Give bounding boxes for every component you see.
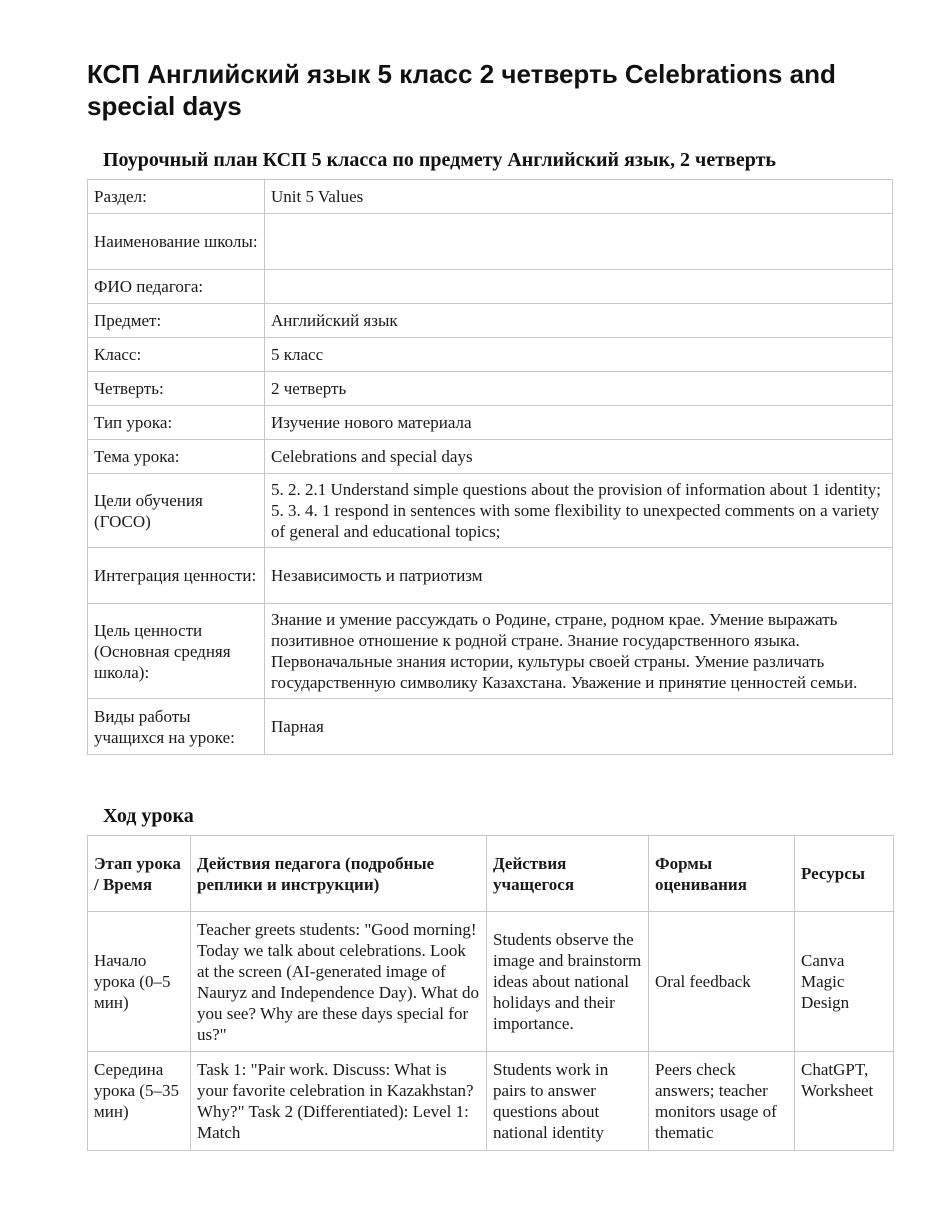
info-label: Интеграция ценности:: [88, 548, 265, 604]
info-label: Тема урока:: [88, 440, 265, 474]
assessment-cell: Oral feedback: [649, 912, 795, 1052]
info-label: Цели обучения (ГОСО): [88, 474, 265, 548]
info-row-objectives: [88, 474, 893, 548]
info-label: Тип урока:: [88, 406, 265, 440]
lesson-course-table: [87, 835, 894, 1151]
stage-cell: [88, 1052, 191, 1151]
info-value: [265, 214, 893, 270]
info-label: Наименование школы:: [88, 214, 265, 270]
info-row-section: [88, 180, 893, 214]
info-row-grade: [88, 338, 893, 372]
resources-cell: Canva Magic Design: [795, 912, 894, 1052]
info-value: Парная: [265, 699, 893, 755]
page-title: КСП Английский язык 5 класс 2 четверть Celebrations and special days: [87, 59, 836, 121]
teacher-cell: Teacher greets students: "Good morning! Today we talk about celebrations. Look at the screen (AI-generated image of Nauryz and Independence Day). What do you see? Why are these days special for us?": [191, 912, 487, 1052]
header-assessment: Формы оценивания: [649, 836, 795, 912]
lesson-info-table: [87, 179, 893, 755]
info-row-school: [88, 214, 893, 270]
info-label: Раздел:: [88, 180, 265, 214]
info-row-values: [88, 548, 893, 604]
info-value: Английский язык: [265, 304, 893, 338]
info-row-quarter: [88, 372, 893, 406]
info-row-topic: [88, 440, 893, 474]
info-value: Знание и умение рассуждать о Родине, стране, родном крае. Умение выражать позитивное отношение к родной стране. Знание государственного языка. Первоначальные знания истории, культуры своей страны. Умение различать государственную символику Казахстана. Уважение и принятие ценностей семьи.: [265, 604, 893, 699]
resources-cell: [795, 1052, 894, 1151]
assessment-cell: [649, 1052, 795, 1151]
header-resources: Ресурсы: [795, 836, 894, 912]
info-value: Unit 5 Values: [265, 180, 893, 214]
info-value: 5 класс: [265, 338, 893, 372]
lesson-header-row: [88, 836, 894, 912]
teacher-cell: [191, 1052, 487, 1151]
info-row-value-goal: [88, 604, 893, 699]
info-label: Четверть:: [88, 372, 265, 406]
plan-heading: Поурочный план КСП 5 класса по предмету Английский язык, 2 четверть: [103, 149, 776, 171]
student-cell: [487, 1052, 649, 1151]
info-value: 5. 2. 2.1 Understand simple questions about the provision of information about 1 identity; 5. 3. 4. 1 respond in sentences with some flexibility to unexpected comments on a variety of general and educational topics;: [265, 474, 893, 548]
info-value: 2 четверть: [265, 372, 893, 406]
info-row-lesson-type: [88, 406, 893, 440]
header-teacher-actions: Действия педагога (подробные реплики и инструкции): [191, 836, 487, 912]
info-label: Цель ценности (Основная средняя школа):: [88, 604, 265, 699]
table-row: [88, 1052, 894, 1151]
info-row-subject: [88, 304, 893, 338]
assessment-text: Peers check answers; teacher monitors usage of thematic: [655, 1060, 777, 1142]
stage-cell: Начало урока (0–5 мин): [88, 912, 191, 1052]
student-cell: Students observe the image and brainstorm ideas about national holidays and their importance.: [487, 912, 649, 1052]
student-text: Students work in pairs to answer questions about national identity: [493, 1060, 609, 1142]
header-student-actions: Действия учащегося: [487, 836, 649, 912]
info-value: Изучение нового материала: [265, 406, 893, 440]
teacher-text: Task 1: "Pair work. Discuss: What is your favorite celebration in Kazakhstan? Why?" Task 2 (Differentiated): Level 1: Match: [197, 1060, 474, 1142]
info-value: Celebrations and special days: [265, 440, 893, 474]
info-label: ФИО педагога:: [88, 270, 265, 304]
info-value: Независимость и патриотизм: [265, 548, 893, 604]
course-heading: Ход урока: [103, 805, 194, 827]
table-row: [88, 912, 894, 1052]
info-row-work-types: [88, 699, 893, 755]
resources-text: ChatGPT, Worksheet: [801, 1060, 874, 1100]
info-label: Предмет:: [88, 304, 265, 338]
info-label: Виды работы учащихся на уроке:: [88, 699, 265, 755]
info-row-teacher: [88, 270, 893, 304]
info-label: Класс:: [88, 338, 265, 372]
header-stage: Этап урока / Время: [88, 836, 191, 912]
info-value: [265, 270, 893, 304]
stage-text: Середина урока (5–35 мин): [94, 1060, 179, 1121]
